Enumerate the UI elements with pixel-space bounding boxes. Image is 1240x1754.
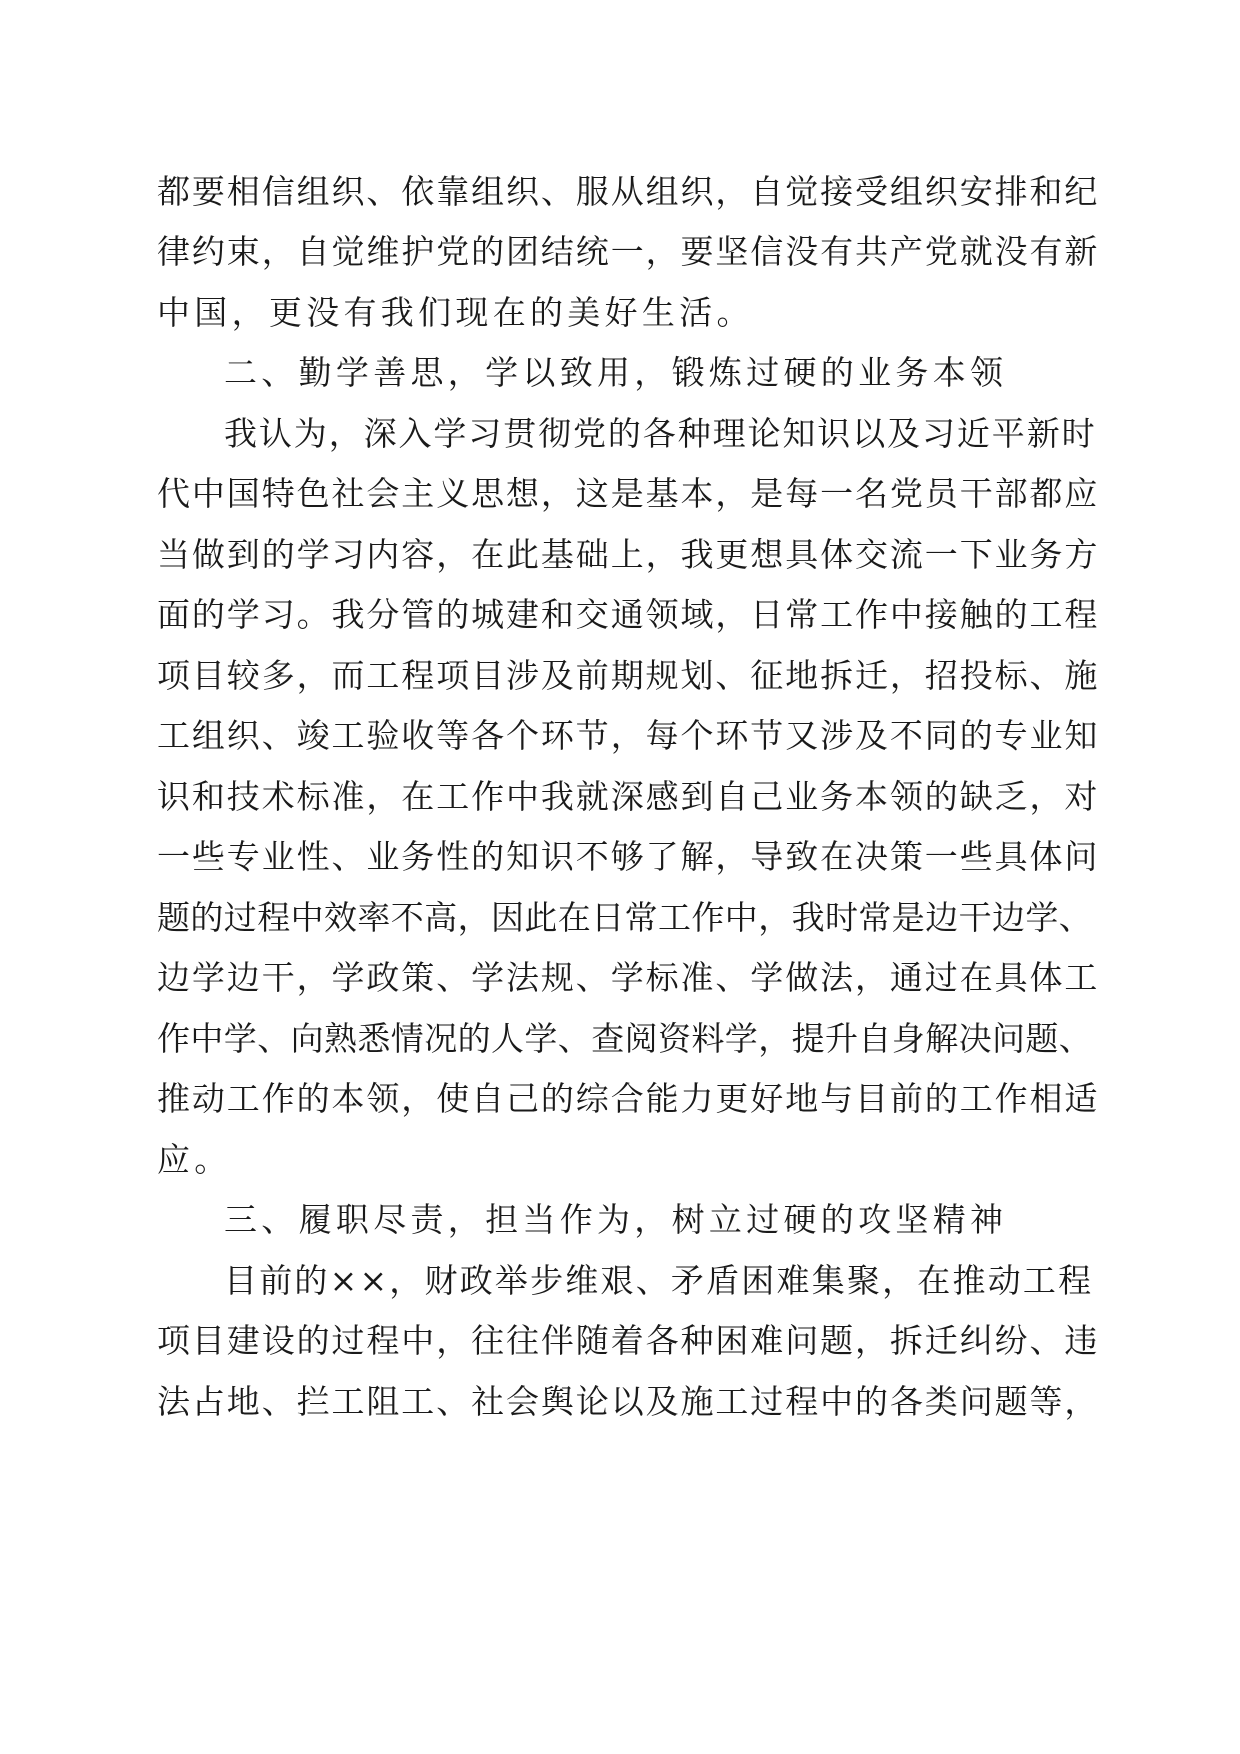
text-line: 项目较多，而工程项目涉及前期规划、征地拆迁，招投标、施 [157, 656, 1100, 695]
text-line: 目前的××，财政举步维艰、矛盾困难集聚，在推动工程 [224, 1261, 1094, 1300]
text-line: 我认为，深入学习贯彻党的各种理论知识以及习近平新时 [224, 414, 1097, 453]
text-line: 识和技术标准，在工作中我就深感到自己业务本领的缺乏，对 [157, 777, 1100, 816]
text-line: 项目建设的过程中，往往伴随着各种困难问题，拆迁纠纷、违 [157, 1321, 1100, 1360]
text-line: 一些专业性、业务性的知识不够了解，导致在决策一些具体问 [157, 837, 1100, 876]
text-line: 中国，更没有我们现在的美好生活。 [157, 293, 754, 332]
text-line: 都要相信组织、依靠组织、服从组织，自觉接受组织安排和纪 [157, 172, 1100, 211]
text-line: 题的过程中效率不高，因此在日常工作中，我时常是边干边学、 [157, 898, 1093, 937]
text-line: 推动工作的本领，使自己的综合能力更好地与目前的工作相适 [157, 1079, 1100, 1118]
section-heading: 三、履职尽责，担当作为，树立过硬的攻坚精神 [224, 1200, 1008, 1239]
text-line: 作中学、向熟悉情况的人学、查阅资料学，提升自身解决问题、 [157, 1019, 1093, 1058]
text-line: 工组织、竣工验收等各个环节，每个环节又涉及不同的专业知 [157, 716, 1100, 755]
text-line: 应。 [157, 1140, 232, 1179]
text-line: 边学边干，学政策、学法规、学标准、学做法，通过在具体工 [157, 958, 1100, 997]
text-line: 当做到的学习内容，在此基础上，我更想具体交流一下业务方 [157, 535, 1100, 574]
text-line: 律约束，自觉维护党的团结统一，要坚信没有共产党就没有新 [157, 232, 1100, 271]
section-heading: 二、勤学善思，学以致用，锻炼过硬的业务本领 [224, 353, 1008, 392]
text-line: 法占地、拦工阻工、社会舆论以及施工过程中的各类问题等， [157, 1382, 1100, 1421]
text-line: 代中国特色社会主义思想，这是基本，是每一名党员干部都应 [157, 474, 1100, 513]
text-line: 面的学习。我分管的城建和交通领域，日常工作中接触的工程 [157, 595, 1100, 634]
